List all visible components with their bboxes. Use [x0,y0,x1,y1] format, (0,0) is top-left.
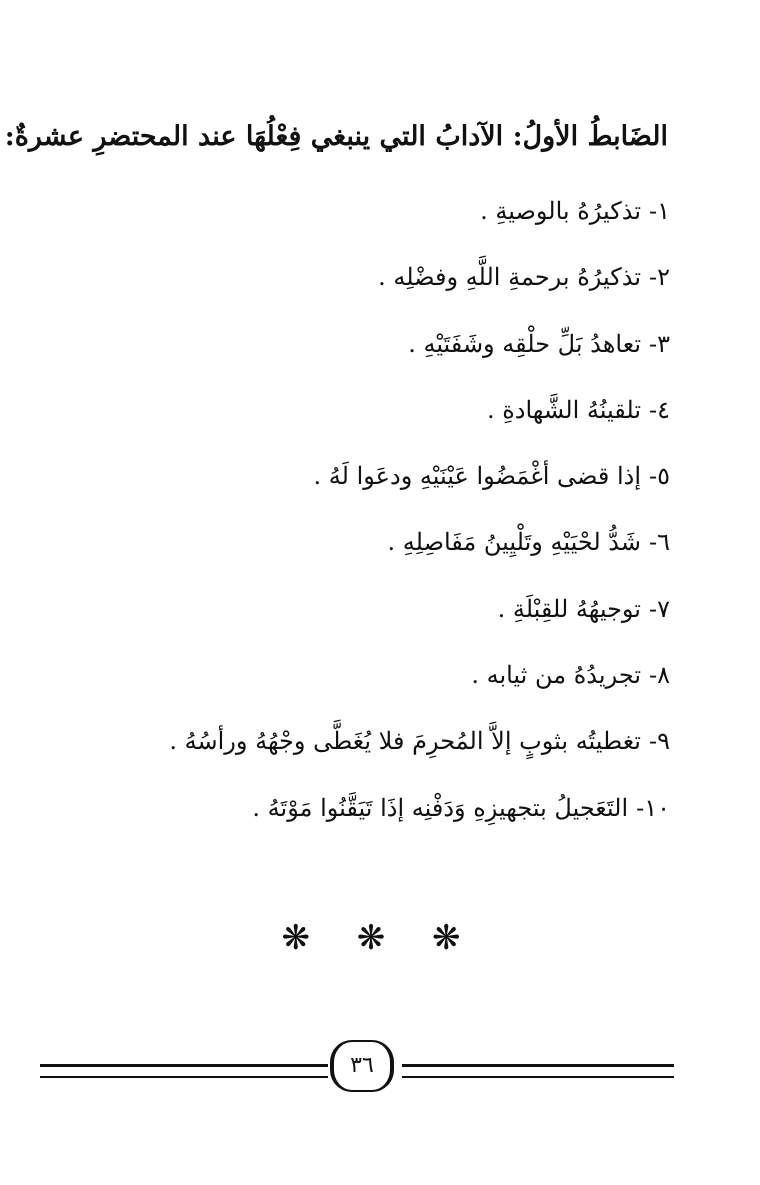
item-text: شَدُّ لحْيَيْهِ وتَلْيِينُ مَفَاصِلِهِ . [387,528,641,557]
list-item [70,319,670,385]
item-text: التَعَجيلُ بتجهيزِهِ وَدَفْنِه إذَا تَيَقَّنُوا مَوْتَهُ . [252,793,629,822]
item-number: ٧- [649,594,670,623]
footer-rule-right [402,1064,674,1078]
item-text: تغطيتُه بثوبٍ إلاَّ المُحرِمَ فلا يُغَطَّى وجْهُهُ ورأسُهُ . [169,727,641,756]
item-text: توجيهُهُ للقِبْلَةِ . [497,594,641,623]
item-number: ٤- [649,395,670,424]
list-item [70,451,670,517]
list-item [70,186,670,252]
item-text: تجريدُهُ من ثيابه . [471,661,641,690]
item-text: تذكيرُهُ بالوصيةِ . [480,197,641,225]
item-text: تعاهدُ بَلِّ حلْقِه وشَفَتَيْهِ . [408,329,641,358]
list-item [70,716,670,782]
item-number: ٣- [649,329,670,358]
item-number: ٦- [649,528,670,557]
item-number: ٨- [649,661,670,690]
item-number: ١- [649,197,670,225]
list-item [70,517,670,583]
list-item [70,650,670,716]
item-text: إذا قضى أغْمَضُوا عَيْنَيْهِ ودعَوا لَهُ . [313,462,641,491]
list-item [70,783,670,849]
list-item [70,252,670,318]
item-text: تذكيرُهُ برحمةِ اللَّهِ وفضْلِه . [378,263,641,292]
item-number: ١٠- [636,793,670,822]
page-number: ٣٦ [330,1040,394,1092]
footer-rule-left [40,1064,328,1078]
section-heading: الضَابطُ الأولُ: الآدابُ التي ينبغي فِعْلُهَا عند المحتضرِ عشرةٌ: [4,121,668,152]
rules-list [70,186,670,849]
item-number: ٢- [649,263,670,292]
item-number: ٥- [649,462,670,491]
item-text: تلقينُهُ الشَّهادةِ . [486,395,641,424]
section-separator-asterisks: ❋ ❋ ❋ [281,918,479,958]
list-item [70,385,670,451]
item-number: ٩- [649,727,670,756]
list-item [70,584,670,650]
